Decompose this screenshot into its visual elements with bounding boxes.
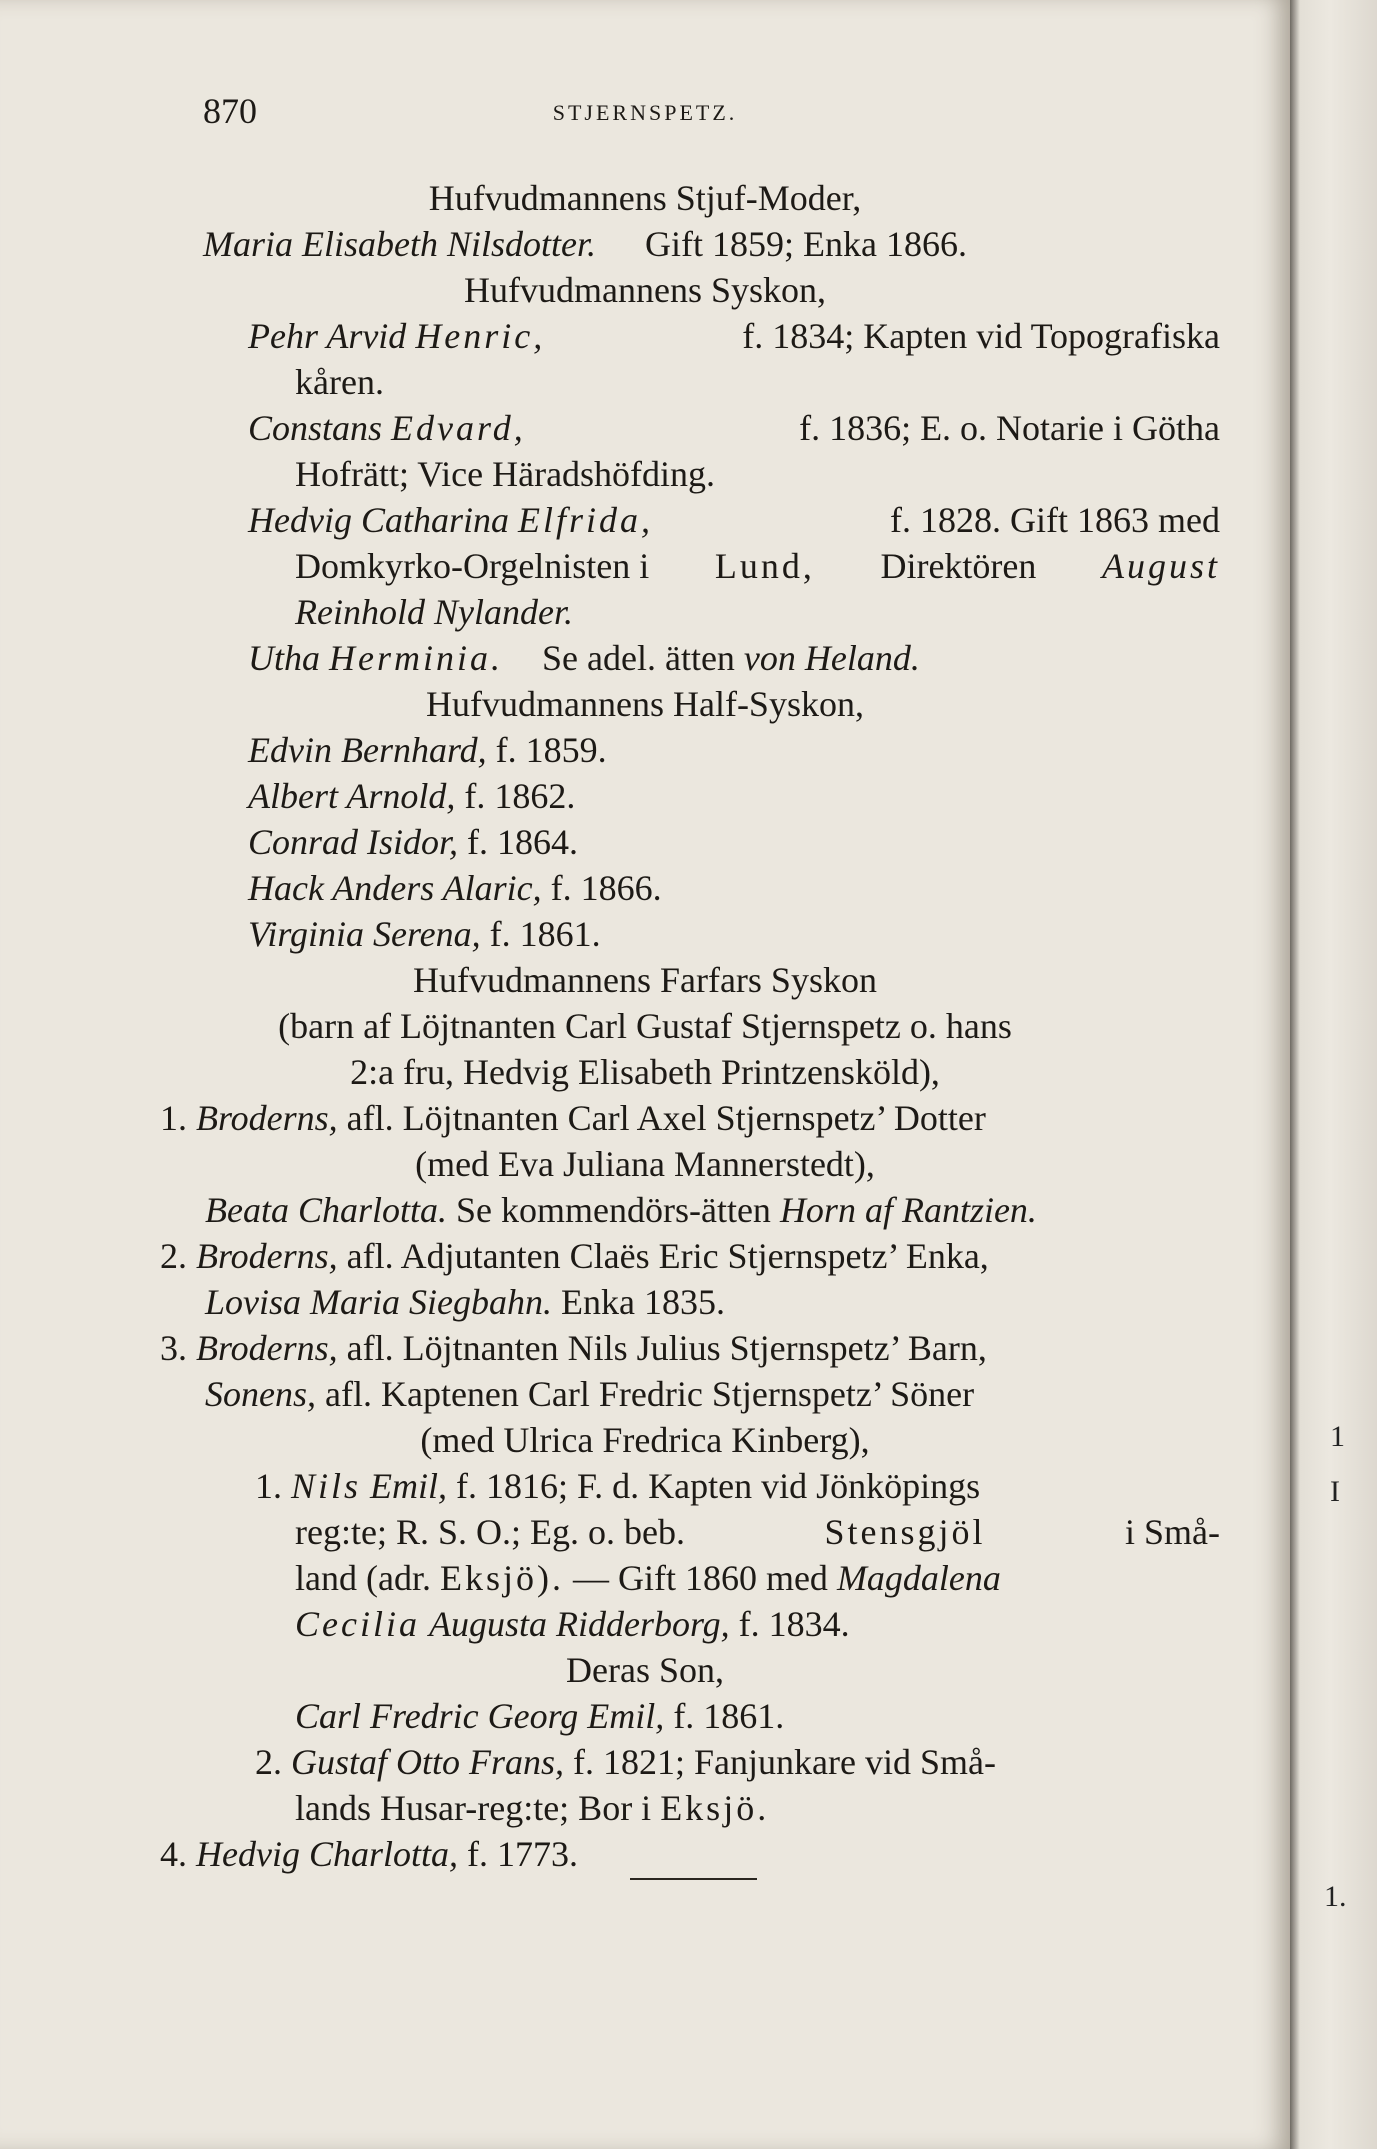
text-line: Hedvig Catharina Elfrida, f. 1828. Gift 1863 med — [248, 500, 1220, 540]
text-line: Cecilia Augusta Ridderborg, f. 1834. — [295, 1604, 850, 1644]
section-heading: Hufvudmannens Farfars Syskon — [413, 960, 877, 1000]
text-line: Edvin Bernhard, f. 1859. — [248, 730, 607, 770]
section-heading: Hufvudmannens Half-Syskon, — [426, 684, 864, 724]
text-line: Utha Herminia. Se adel. ätten von Heland. — [248, 638, 920, 678]
margin-mark: 1 — [1330, 1420, 1345, 1453]
running-title: STJERNSPETZ. — [552, 100, 738, 125]
section-heading: Hufvudmannens Syskon, — [464, 270, 826, 310]
text-line: Albert Arnold, f. 1862. — [248, 776, 576, 816]
text-line: 2. Gustaf Otto Frans, f. 1821; Fanjunkare vid Små- — [255, 1742, 996, 1782]
text-line: Reinhold Nylander. — [295, 592, 573, 632]
text-line: Lovisa Maria Siegbahn. Enka 1835. — [205, 1282, 725, 1322]
text-line: 3. Broderns, afl. Löjtnanten Nils Julius Stjernspetz’ Barn, — [160, 1328, 987, 1368]
text-line: Sonens, afl. Kaptenen Carl Fredric Stjernspetz’ Söner — [205, 1374, 975, 1414]
text-line: Constans Edvard, f. 1836; E. o. Notarie i Götha — [248, 408, 1220, 448]
text-line: (med Eva Juliana Mannerstedt), — [415, 1144, 875, 1184]
text-line: Conrad Isidor, f. 1864. — [248, 822, 579, 862]
text-line: Virginia Serena, f. 1861. — [248, 914, 601, 954]
text-line: (med Ulrica Fredrica Kinberg), — [420, 1420, 870, 1460]
page-number: 870 — [203, 91, 257, 131]
text-line: Hack Anders Alaric, f. 1866. — [248, 868, 662, 908]
text-line: Pehr Arvid Henric, f. 1834; Kapten vid Topografiska — [248, 316, 1220, 356]
margin-mark: 1. — [1324, 1880, 1347, 1913]
text-line: 2:a fru, Hedvig Elisabeth Printzensköld), — [350, 1052, 940, 1092]
text-line: Domkyrko-Orgelnisten i Lund, Direktören August — [295, 546, 1220, 586]
text-line: 4. Hedvig Charlotta, f. 1773. — [160, 1834, 578, 1874]
adjacent-page-edge — [1290, 0, 1377, 2149]
end-rule — [630, 1878, 757, 1880]
text-line: Beata Charlotta. Se kommendörs-ätten Horn af Rantzien. — [205, 1190, 1037, 1230]
text-line: kåren. — [295, 362, 384, 402]
section-heading: Deras Son, — [566, 1650, 724, 1690]
text-line: Maria Elisabeth Nilsdotter. Gift 1859; Enka 1866. — [203, 224, 967, 264]
section-heading: Hufvudmannens Stjuf-Moder, — [428, 178, 862, 218]
text-line: reg:te; R. S. O.; Eg. o. beb. Stensgjöl i Små- — [295, 1512, 1220, 1552]
text-line: lands Husar-reg:te; Bor i Eksjö. — [295, 1788, 770, 1828]
text-line: 1. Broderns, afl. Löjtnanten Carl Axel Stjernspetz’ Dotter — [160, 1098, 986, 1138]
text-line: land (adr. Eksjö). — Gift 1860 med Magdalena — [295, 1558, 1001, 1598]
text-line: Hofrätt; Vice Häradshöfding. — [295, 454, 716, 494]
text-line: Carl Fredric Georg Emil, f. 1861. — [295, 1696, 785, 1736]
margin-mark: I — [1330, 1475, 1340, 1508]
text-line: 1. Nils Emil, f. 1816; F. d. Kapten vid Jönköpings — [255, 1466, 981, 1506]
text-line: (barn af Löjtnanten Carl Gustaf Stjernspetz o. hans — [278, 1006, 1012, 1046]
text-line: 2. Broderns, afl. Adjutanten Claës Eric Stjernspetz’ Enka, — [160, 1236, 989, 1276]
